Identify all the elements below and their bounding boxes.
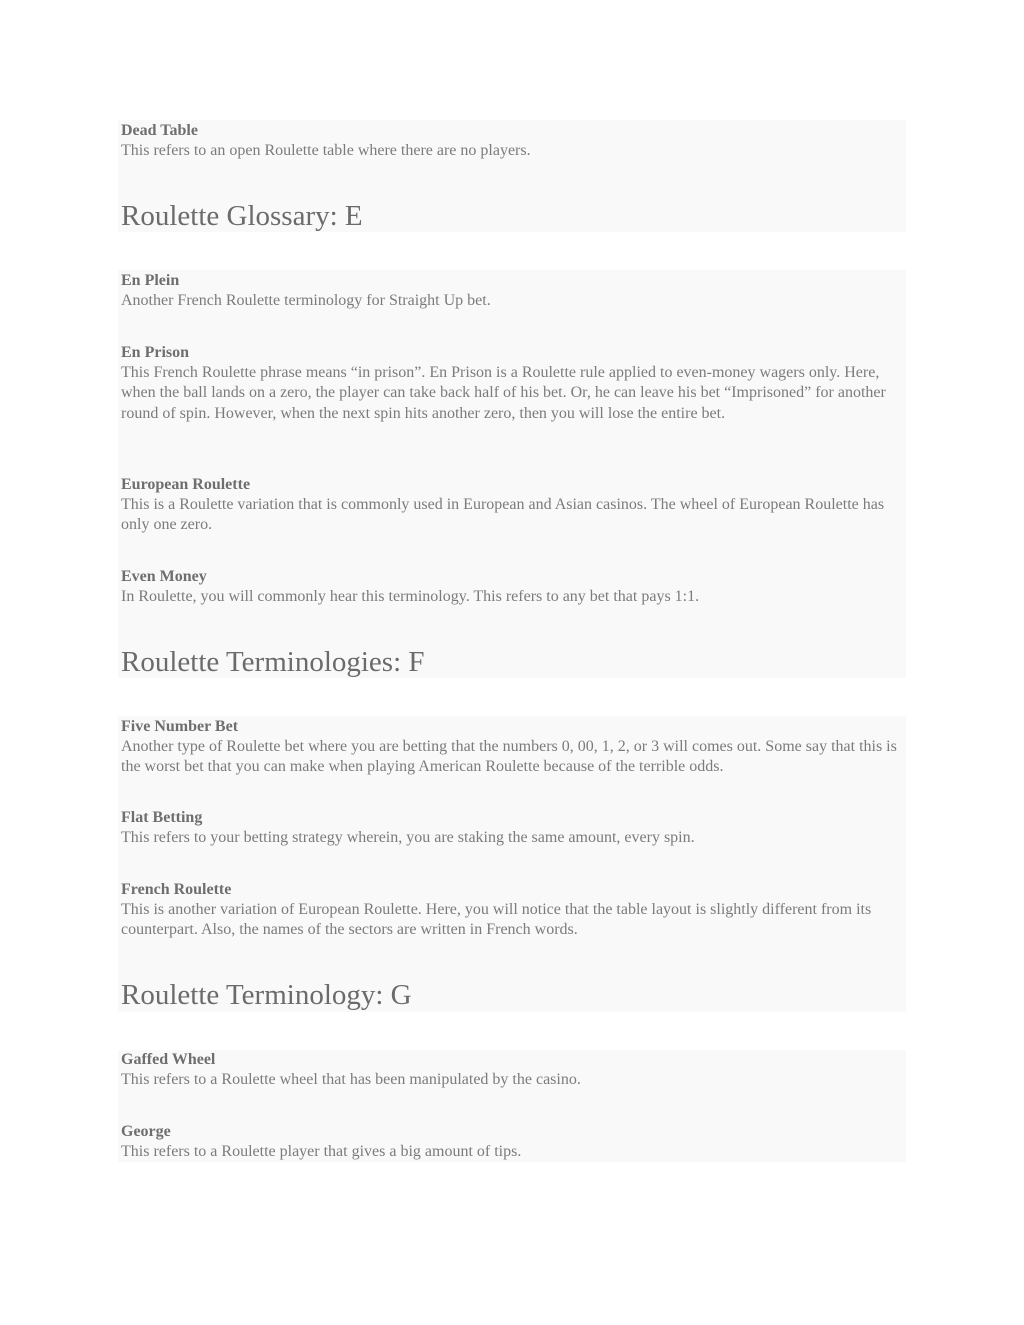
term-title: Five Number Bet xyxy=(121,718,239,735)
term-title: Even Money xyxy=(121,568,207,585)
term-description: This is another variation of European Roulette. Here, you will notice that the table layout is slightly different from its counterpart. Also, the names of the sectors are written in French words. xyxy=(121,901,872,939)
term-description: This is a Roulette variation that is commonly used in European and Asian casinos. The wheel of European Roulette has only one zero. xyxy=(121,496,885,534)
glossary-entry xyxy=(121,717,901,778)
term-description: In Roulette, you will commonly hear this terminology. This refers to any bet that pays 1:1. xyxy=(121,588,700,605)
term-title: Gaffed Wheel xyxy=(121,1051,216,1068)
section-heading: Roulette Glossary: E xyxy=(121,200,363,232)
content-panel xyxy=(118,270,906,678)
glossary-entry xyxy=(121,475,901,536)
term-description: Another French Roulette terminology for Straight Up bet. xyxy=(121,292,491,309)
term-description: This refers to a Roulette player that gives a big amount of tips. xyxy=(121,1143,522,1160)
glossary-entry xyxy=(121,1122,901,1162)
term-title: George xyxy=(121,1123,171,1140)
term-title: En Plein xyxy=(121,272,180,289)
term-description: Another type of Roulette bet where you are betting that the numbers 0, 00, 1, 2, or 3 will comes out. Some say that this is the worst bet that you can make when playing American Roulette because of the terrible odds. xyxy=(121,738,897,776)
term-title: French Roulette xyxy=(121,881,232,898)
term-description: This refers to an open Roulette table where there are no players. xyxy=(121,142,531,159)
glossary-entry xyxy=(121,880,901,941)
glossary-entry xyxy=(121,121,901,161)
glossary-entry xyxy=(121,271,901,311)
term-title: En Prison xyxy=(121,344,190,361)
glossary-entry xyxy=(121,343,901,424)
glossary-entry xyxy=(121,1050,901,1090)
glossary-entry xyxy=(121,567,901,607)
term-description: This French Roulette phrase means “in prison”. En Prison is a Roulette rule applied to even-money wagers only. Here, when the ball lands on a zero, the player can take back half of his bet. Or, he can leave his bet “Imprisoned” for another round of spin. However, when the next spin hits another zero, then you will lose the entire bet. xyxy=(121,364,886,422)
term-description: This refers to your betting strategy wherein, you are staking the same amount, every spin. xyxy=(121,829,695,846)
term-title: Flat Betting xyxy=(121,809,203,826)
term-title: Dead Table xyxy=(121,122,198,139)
section-heading: Roulette Terminology: G xyxy=(121,979,412,1011)
term-description: This refers to a Roulette wheel that has been manipulated by the casino. xyxy=(121,1071,581,1088)
term-title: European Roulette xyxy=(121,476,251,493)
glossary-entry xyxy=(121,808,901,848)
section-heading: Roulette Terminologies: F xyxy=(121,646,425,678)
